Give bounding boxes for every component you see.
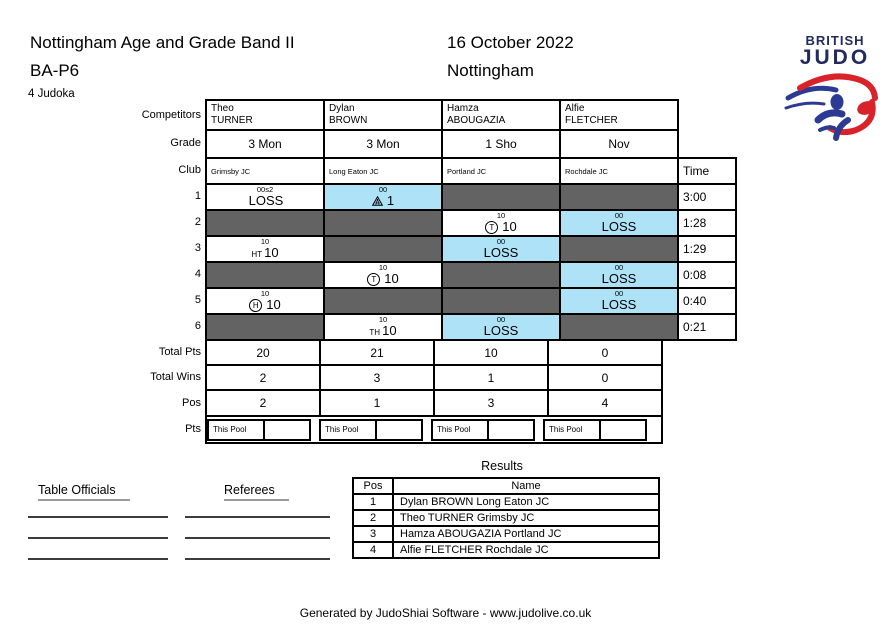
competitor-name-cell	[442, 100, 560, 130]
british-judo-logo	[792, 33, 878, 70]
score-main: LOSS	[248, 193, 284, 208]
result-pos: 1	[353, 494, 393, 510]
result-pos: 4	[353, 542, 393, 558]
match-time: 0:21	[678, 314, 736, 340]
results-row	[353, 494, 659, 510]
score-main: LOSS	[483, 323, 519, 338]
match-row	[206, 184, 736, 210]
score-main: 10	[264, 245, 279, 260]
position-row	[206, 390, 662, 416]
match-cell	[442, 210, 560, 236]
row-label-pts: Pts	[185, 423, 201, 435]
competitor-first-name: Alfie	[565, 103, 585, 114]
score-sub: 10	[378, 263, 388, 272]
logo-text-judo: JUDO	[799, 46, 871, 69]
this-pool-box: This Pool	[319, 419, 377, 441]
match-row	[206, 314, 736, 340]
match-cell	[442, 262, 560, 288]
signature-line	[28, 537, 168, 539]
grade-row	[206, 130, 678, 158]
competitor-first-name: Dylan	[329, 103, 355, 114]
score-main: 10	[384, 271, 399, 286]
score-main: LOSS	[601, 297, 637, 312]
match-cell	[324, 314, 442, 340]
referees-label: Referees	[224, 483, 289, 501]
score-sub	[443, 185, 559, 194]
score-sub: 10	[260, 237, 270, 246]
match-cell	[442, 236, 560, 262]
competitors-table	[205, 99, 679, 159]
match-time: 0:40	[678, 288, 736, 314]
pts-row	[206, 416, 662, 443]
results-row	[353, 526, 659, 542]
total-pts-cell: 0	[548, 340, 662, 365]
match-cell	[206, 314, 324, 340]
match-cell	[560, 288, 678, 314]
row-label-match-6: 6	[194, 320, 201, 332]
totals-table	[205, 339, 663, 444]
position-cell: 2	[206, 390, 320, 416]
result-name: Theo TURNER Grimsby JC	[393, 510, 659, 526]
score-main: 10	[502, 219, 517, 234]
competitor-last-name: BROWN	[329, 115, 368, 126]
competitor-name-cell	[324, 100, 442, 130]
match-time: 1:28	[678, 210, 736, 236]
signature-line	[28, 516, 168, 518]
result-name: Dylan BROWN Long Eaton JC	[393, 494, 659, 510]
row-label-club: Club	[178, 164, 201, 176]
score-main: 1	[386, 193, 395, 208]
event-date: 16 October 2022	[447, 33, 574, 52]
total-wins-cell: 1	[434, 365, 548, 390]
score-sub: 00	[496, 237, 506, 246]
pts-entry-box	[601, 419, 647, 441]
table-officials-label: Table Officials	[38, 483, 130, 501]
score-main: LOSS	[483, 245, 519, 260]
score-sub	[443, 289, 559, 298]
score-sub	[325, 237, 441, 246]
score-main: 10	[382, 323, 397, 338]
match-cell	[442, 288, 560, 314]
judo-figure-icon	[784, 68, 884, 142]
competitor-last-name: TURNER	[211, 115, 253, 126]
club-cell: Long Eaton JC	[324, 158, 442, 184]
pts-entry-box	[377, 419, 423, 441]
results-pos-header: Pos	[353, 478, 393, 494]
club-cell: Portland JC	[442, 158, 560, 184]
score-sub	[561, 237, 677, 246]
row-label-pos: Pos	[182, 397, 201, 409]
row-label-match-3: 3	[194, 242, 201, 254]
score-sub	[443, 263, 559, 272]
signature-line	[185, 516, 330, 518]
match-cell	[560, 262, 678, 288]
score-sub	[207, 263, 323, 272]
signature-line	[28, 558, 168, 560]
score-sub	[325, 211, 441, 220]
technique-circle-icon: T	[367, 273, 380, 286]
match-time: 1:29	[678, 236, 736, 262]
results-name-header: Name	[393, 478, 659, 494]
grade-cell: 1 Sho	[442, 130, 560, 158]
score-sub: 00	[378, 185, 388, 194]
result-pos: 3	[353, 526, 393, 542]
row-label-match-1: 1	[194, 190, 201, 202]
category-code: BA-P6	[30, 61, 80, 80]
row-label-total-wins: Total Wins	[150, 371, 201, 383]
results-table	[352, 477, 660, 559]
match-cell	[442, 184, 560, 210]
competitor-last-name: FLETCHER	[565, 115, 618, 126]
match-row	[206, 262, 736, 288]
result-name: Hamza ABOUGAZIA Portland JC	[393, 526, 659, 542]
match-cell	[560, 314, 678, 340]
position-cell: 1	[320, 390, 434, 416]
match-cell	[206, 210, 324, 236]
score-sub: 00	[614, 211, 624, 220]
club-cell: Grimsby JC	[206, 158, 324, 184]
grade-cell: Nov	[560, 130, 678, 158]
page-title: Nottingham Age and Grade Band II	[30, 33, 295, 52]
judoka-count: 4 Judoka	[28, 88, 75, 100]
signature-line	[185, 537, 330, 539]
total-pts-cell: 10	[434, 340, 548, 365]
score-sub: 00	[614, 263, 624, 272]
score-sub	[561, 315, 677, 324]
match-cell	[324, 236, 442, 262]
total-wins-cell: 2	[206, 365, 320, 390]
competitor-first-name: Theo	[211, 103, 234, 114]
signature-line	[185, 558, 330, 560]
row-label-competitors: Competitors	[141, 109, 201, 121]
competitor-name-cell	[560, 100, 678, 130]
this-pool-box: This Pool	[543, 419, 601, 441]
match-cell	[206, 184, 324, 210]
match-cell	[206, 236, 324, 262]
grade-cell: 3 Mon	[324, 130, 442, 158]
score-sub	[325, 289, 441, 298]
total-wins-row	[206, 365, 662, 390]
this-pool-box: This Pool	[207, 419, 265, 441]
results-header-row	[353, 478, 659, 494]
event-location: Nottingham	[447, 61, 534, 80]
pts-column	[543, 419, 655, 441]
club-cell: Rochdale JC	[560, 158, 678, 184]
score-sub: 00s2	[256, 185, 274, 194]
match-cell	[560, 236, 678, 262]
competitor-last-name: ABOUGAZIA	[447, 115, 506, 126]
pts-entry-box	[489, 419, 535, 441]
match-row	[206, 210, 736, 236]
row-label-grade: Grade	[170, 137, 201, 149]
row-label-match-2: 2	[194, 216, 201, 228]
total-pts-cell: 20	[206, 340, 320, 365]
technique-code: HT	[251, 250, 263, 259]
grade-cell: 3 Mon	[206, 130, 324, 158]
footer-text: Generated by JudoShiai Software - www.judolive.co.uk	[299, 606, 592, 620]
match-cell	[324, 288, 442, 314]
match-cell	[560, 210, 678, 236]
match-row	[206, 288, 736, 314]
row-label-match-4: 4	[194, 268, 201, 280]
match-cell	[324, 262, 442, 288]
score-main: LOSS	[601, 219, 637, 234]
score-sub: 00	[496, 315, 506, 324]
match-cell	[324, 210, 442, 236]
competitor-first-name: Hamza	[447, 103, 479, 114]
row-label-total-pts: Total Pts	[158, 346, 201, 358]
result-pos: 2	[353, 510, 393, 526]
match-cell	[206, 262, 324, 288]
logo-text-british: BRITISH	[805, 33, 865, 48]
total-wins-cell: 3	[320, 365, 434, 390]
total-pts-cell: 21	[320, 340, 434, 365]
match-cell	[324, 184, 442, 210]
match-time: 3:00	[678, 184, 736, 210]
technique-circle-icon: H	[249, 299, 262, 312]
result-name: Alfie FLETCHER Rochdale JC	[393, 542, 659, 558]
results-title: Results	[481, 459, 523, 473]
match-cell	[206, 288, 324, 314]
row-label-match-5: 5	[194, 294, 201, 306]
time-column-header: Time	[678, 158, 736, 184]
competitors-row	[206, 100, 678, 130]
score-sub	[207, 315, 323, 324]
score-main: 10	[266, 297, 281, 312]
match-time: 0:08	[678, 262, 736, 288]
results-row	[353, 510, 659, 526]
position-cell: 4	[548, 390, 662, 416]
this-pool-box: This Pool	[431, 419, 489, 441]
pts-column	[431, 419, 543, 441]
competitor-name-cell	[206, 100, 324, 130]
hansokumake-triangle-icon	[372, 195, 383, 208]
score-main: LOSS	[601, 271, 637, 286]
match-cell	[442, 314, 560, 340]
club-row	[206, 158, 736, 184]
score-sub	[561, 185, 677, 194]
match-row	[206, 236, 736, 262]
pts-entry-box	[265, 419, 311, 441]
match-grid-table	[205, 157, 737, 341]
technique-circle-icon: T	[485, 221, 498, 234]
pts-column	[319, 419, 431, 441]
score-sub: 00	[614, 289, 624, 298]
score-sub: 10	[378, 315, 388, 324]
technique-code: TH	[369, 328, 381, 337]
total-pts-row	[206, 340, 662, 365]
score-sub	[207, 211, 323, 220]
match-cell	[560, 184, 678, 210]
score-sub: 10	[496, 211, 506, 220]
position-cell: 3	[434, 390, 548, 416]
score-sub: 10	[260, 289, 270, 298]
pts-column	[207, 419, 319, 441]
pts-row-cell	[206, 416, 662, 443]
results-row	[353, 542, 659, 558]
total-wins-cell: 0	[548, 365, 662, 390]
